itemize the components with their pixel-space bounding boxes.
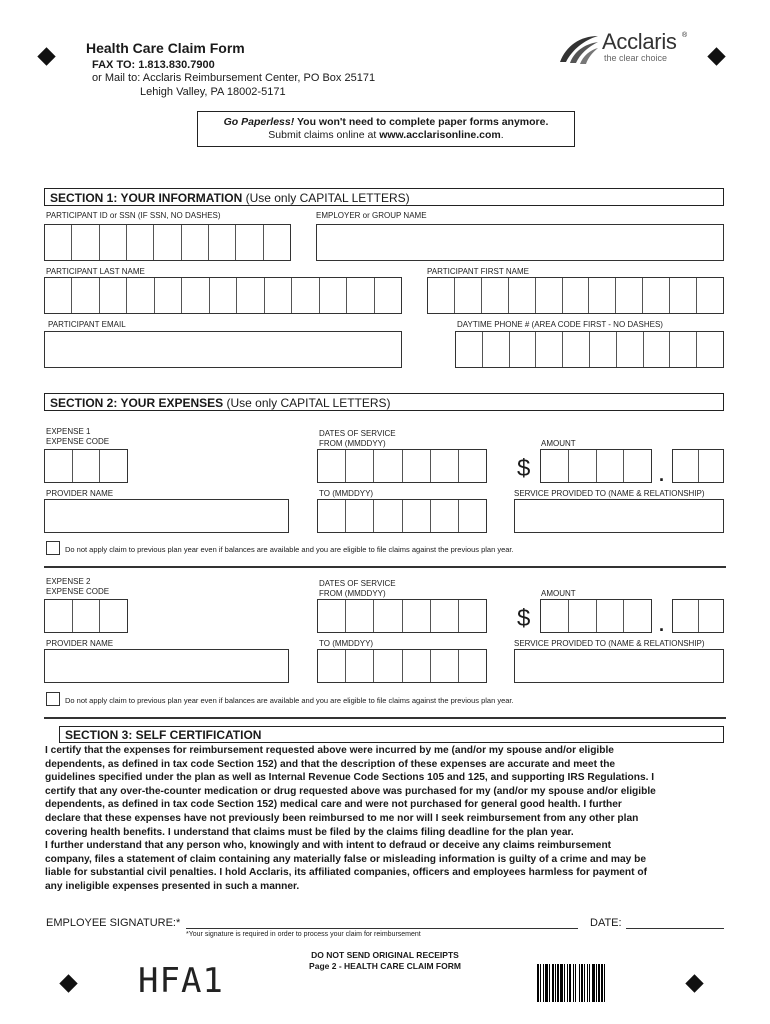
char-box[interactable] bbox=[100, 225, 127, 260]
char-box[interactable] bbox=[403, 650, 431, 682]
footer-line2: Page 2 - HEALTH CARE CLAIM FORM bbox=[309, 961, 461, 971]
expense1-amount-dollars[interactable] bbox=[540, 449, 652, 483]
char-box[interactable] bbox=[347, 278, 374, 313]
paperless-line2: Submit claims online at bbox=[268, 129, 380, 141]
expense2-checkbox-note: Do not apply claim to previous plan year even if balances are available and you are eligible to file claims against the previous plan year. bbox=[65, 696, 514, 705]
first-name-boxes[interactable] bbox=[427, 277, 724, 314]
date-line[interactable] bbox=[626, 928, 724, 929]
char-box[interactable] bbox=[318, 600, 346, 632]
char-box[interactable] bbox=[374, 450, 402, 482]
char-box[interactable] bbox=[155, 278, 182, 313]
cert-line: guidelines specified under the plan as well as Internal Revenue Code Sections 105 and 125, and supporting IRS Regulations. I bbox=[45, 772, 655, 784]
employer-label: EMPLOYER or GROUP NAME bbox=[316, 211, 427, 220]
footer-notice bbox=[280, 950, 490, 972]
char-box[interactable] bbox=[541, 450, 569, 482]
char-box[interactable] bbox=[403, 450, 431, 482]
cert-line: declare that these expenses have not previously been reimbursed to me nor will I seek reimbursement from any other plan bbox=[45, 812, 639, 824]
expense2-decimal: . bbox=[659, 615, 665, 635]
mail-address-line1: or Mail to: Acclaris Reimbursement Center, PO Box 25171 bbox=[92, 72, 376, 84]
char-box[interactable] bbox=[292, 278, 319, 313]
acclaris-logo bbox=[556, 30, 696, 70]
expense1-prior-year-checkbox[interactable] bbox=[46, 541, 60, 555]
char-box[interactable] bbox=[459, 600, 486, 632]
char-box[interactable] bbox=[670, 332, 697, 367]
expense1-service-field[interactable] bbox=[514, 499, 724, 533]
char-box[interactable] bbox=[699, 450, 724, 482]
char-box[interactable] bbox=[597, 600, 625, 632]
char-box[interactable] bbox=[431, 600, 459, 632]
employer-field[interactable] bbox=[316, 224, 724, 261]
section1-title: SECTION 1: YOUR INFORMATION bbox=[50, 191, 243, 205]
signature-note: *Your signature is required in order to process your claim for reimbursement bbox=[186, 931, 421, 938]
char-box[interactable] bbox=[127, 225, 154, 260]
char-box[interactable] bbox=[643, 278, 670, 313]
expense1-from-label: FROM (MMDDYY) bbox=[319, 439, 386, 448]
char-box[interactable] bbox=[624, 450, 651, 482]
expense2-service-label: SERVICE PROVIDED TO (NAME & RELATIONSHIP) bbox=[514, 639, 705, 648]
acclaris-swoosh-icon bbox=[556, 32, 600, 66]
char-box[interactable] bbox=[563, 332, 590, 367]
corner-marker bbox=[59, 974, 77, 992]
char-box[interactable] bbox=[456, 332, 483, 367]
expense2-from-boxes[interactable] bbox=[317, 599, 487, 633]
char-box[interactable] bbox=[154, 225, 181, 260]
char-box[interactable] bbox=[459, 500, 486, 532]
char-box[interactable] bbox=[616, 278, 643, 313]
expense2-service-field[interactable] bbox=[514, 649, 724, 683]
expense1-service-label: SERVICE PROVIDED TO (NAME & RELATIONSHIP) bbox=[514, 489, 705, 498]
form-code: HFA1 bbox=[138, 961, 224, 1001]
char-box[interactable] bbox=[45, 600, 73, 632]
char-box[interactable] bbox=[346, 600, 374, 632]
expense2-provider-label: PROVIDER NAME bbox=[46, 639, 114, 648]
char-box[interactable] bbox=[374, 500, 402, 532]
section3-heading bbox=[59, 726, 724, 743]
char-box[interactable] bbox=[318, 650, 346, 682]
cert-line: certify that any over-the-counter medication or drug requested above was purchased for my (and/or my spouse and/or eligible bbox=[45, 785, 656, 797]
char-box[interactable] bbox=[346, 500, 374, 532]
expense1-code-label: EXPENSE CODE bbox=[46, 437, 110, 446]
char-box[interactable] bbox=[428, 278, 455, 313]
char-box[interactable] bbox=[697, 332, 723, 367]
section1-note: (Use only CAPITAL LETTERS) bbox=[242, 191, 410, 205]
expense1-dates-label: DATES OF SERVICE bbox=[319, 429, 396, 438]
char-box[interactable] bbox=[100, 278, 127, 313]
char-box[interactable] bbox=[697, 278, 723, 313]
char-box[interactable] bbox=[375, 278, 401, 313]
char-box[interactable] bbox=[670, 278, 697, 313]
expense1-from-boxes[interactable] bbox=[317, 449, 487, 483]
expense2-code-boxes[interactable] bbox=[44, 599, 128, 633]
expense2-code-label: EXPENSE CODE bbox=[46, 587, 110, 596]
char-box[interactable] bbox=[318, 500, 346, 532]
expense1-amount-cents[interactable] bbox=[672, 449, 724, 483]
char-box[interactable] bbox=[237, 278, 264, 313]
paperless-link[interactable]: www.acclarisonline.com bbox=[379, 129, 501, 141]
expense1-dollar-sign: $ bbox=[517, 455, 531, 482]
expense1-provider-field[interactable] bbox=[44, 499, 289, 533]
char-box[interactable] bbox=[483, 332, 510, 367]
expense2-prior-year-checkbox[interactable] bbox=[46, 692, 60, 706]
char-box[interactable] bbox=[459, 650, 486, 682]
char-box[interactable] bbox=[346, 650, 374, 682]
corner-marker bbox=[707, 47, 725, 65]
phone-label: DAYTIME PHONE # (AREA CODE FIRST - NO DASHES) bbox=[457, 320, 663, 329]
char-box[interactable] bbox=[482, 278, 509, 313]
char-box[interactable] bbox=[403, 500, 431, 532]
char-box[interactable] bbox=[73, 450, 101, 482]
cert-line: I certify that the expenses for reimbursement requested above were incurred by me (and/or my spouse and/or eligible bbox=[45, 745, 614, 756]
char-box[interactable] bbox=[673, 600, 699, 632]
phone-boxes[interactable] bbox=[455, 331, 724, 368]
char-box[interactable] bbox=[127, 278, 154, 313]
char-box[interactable] bbox=[589, 278, 616, 313]
section-divider bbox=[44, 717, 726, 719]
footer-line1: DO NOT SEND ORIGINAL RECEIPTS bbox=[311, 950, 459, 960]
char-box[interactable] bbox=[45, 450, 73, 482]
char-box[interactable] bbox=[182, 278, 209, 313]
cert-line: dependents, as defined in tax code Section 152) medical care and were not purchased for general good health. I further bbox=[45, 799, 622, 811]
char-box[interactable] bbox=[431, 650, 459, 682]
last-name-label: PARTICIPANT LAST NAME bbox=[46, 267, 145, 276]
participant-id-boxes[interactable] bbox=[44, 224, 291, 261]
char-box[interactable] bbox=[597, 450, 625, 482]
expense2-to-label: TO (MMDDYY) bbox=[319, 639, 374, 648]
email-field[interactable] bbox=[44, 331, 402, 368]
expense1-to-boxes[interactable] bbox=[317, 499, 487, 533]
section2-heading bbox=[44, 393, 724, 411]
cert-line: covering health benefits. I understand that claims must be filed by the claims filing deadline for the plan year. bbox=[45, 826, 574, 838]
paperless-line1: You won't need to complete paper forms anymore. bbox=[294, 116, 549, 128]
char-box[interactable] bbox=[590, 332, 617, 367]
char-box[interactable] bbox=[374, 600, 402, 632]
first-name-label: PARTICIPANT FIRST NAME bbox=[427, 267, 529, 276]
expense1-to-label: TO (MMDDYY) bbox=[319, 489, 374, 498]
corner-marker bbox=[37, 47, 55, 65]
last-name-boxes[interactable] bbox=[44, 277, 402, 314]
char-box[interactable] bbox=[431, 500, 459, 532]
char-box[interactable] bbox=[431, 450, 459, 482]
barcode bbox=[537, 964, 606, 1002]
expense1-checkbox-note: Do not apply claim to previous plan year even if balances are available and you are eligible to file claims against the previous plan year. bbox=[65, 545, 514, 554]
email-label: PARTICIPANT EMAIL bbox=[48, 320, 126, 329]
section2-note: (Use only CAPITAL LETTERS) bbox=[223, 396, 391, 410]
char-box[interactable] bbox=[699, 600, 724, 632]
expense-divider bbox=[44, 566, 726, 568]
char-box[interactable] bbox=[346, 450, 374, 482]
char-box[interactable] bbox=[72, 278, 99, 313]
cert-line: company, files a statement of claim containing any materially false or misleading information is guilty of a crime and may be bbox=[45, 853, 647, 865]
expense1-amount-label: AMOUNT bbox=[541, 439, 576, 448]
char-box[interactable] bbox=[644, 332, 671, 367]
char-box[interactable] bbox=[209, 225, 236, 260]
char-box[interactable] bbox=[541, 600, 569, 632]
char-box[interactable] bbox=[510, 332, 537, 367]
cert-line: liable for substantial civil penalties. I hold Acclaris, its affiliated companies, officers and employees harmless for payment of bbox=[45, 867, 647, 879]
char-box[interactable] bbox=[182, 225, 209, 260]
expense2-amount-label: AMOUNT bbox=[541, 589, 576, 598]
expense1-code-boxes[interactable] bbox=[44, 449, 128, 483]
mail-address-line2: Lehigh Valley, PA 18002-5171 bbox=[140, 86, 286, 98]
char-box[interactable] bbox=[569, 450, 597, 482]
char-box[interactable] bbox=[459, 450, 486, 482]
char-box[interactable] bbox=[72, 225, 99, 260]
expense1-decimal: . bbox=[659, 465, 665, 485]
expense2-provider-field[interactable] bbox=[44, 649, 289, 683]
char-box[interactable] bbox=[617, 332, 644, 367]
expense1-label: EXPENSE 1 bbox=[46, 427, 91, 436]
fax-number: FAX TO: 1.813.830.7900 bbox=[92, 59, 215, 71]
corner-marker bbox=[685, 974, 703, 992]
char-box[interactable] bbox=[45, 278, 72, 313]
expense2-from-label: FROM (MMDDYY) bbox=[319, 589, 386, 598]
form-title: Health Care Claim Form bbox=[86, 40, 245, 56]
char-box[interactable] bbox=[45, 225, 72, 260]
section1-heading bbox=[44, 188, 724, 206]
char-box[interactable] bbox=[264, 225, 290, 260]
char-box[interactable] bbox=[624, 600, 651, 632]
char-box[interactable] bbox=[374, 650, 402, 682]
char-box[interactable] bbox=[536, 278, 563, 313]
expense2-dates-label: DATES OF SERVICE bbox=[319, 579, 396, 588]
char-box[interactable] bbox=[403, 600, 431, 632]
char-box[interactable] bbox=[265, 278, 292, 313]
barcode-bar bbox=[605, 964, 606, 1002]
section3-title: SECTION 3: SELF CERTIFICATION bbox=[65, 728, 262, 742]
char-box[interactable] bbox=[210, 278, 237, 313]
cert-line: dependents, as defined in tax code Section 152) and that the description of these expenses are accurate and meet the bbox=[45, 758, 616, 770]
date-label: DATE: bbox=[590, 917, 622, 929]
expense2-amount-cents[interactable] bbox=[672, 599, 724, 633]
certification-text bbox=[45, 744, 735, 894]
char-box[interactable] bbox=[569, 600, 597, 632]
cert-line: I further understand that any person who, knowingly and with intent to defraud or deceive any claims reimbursement bbox=[45, 840, 612, 852]
section2-title: SECTION 2: YOUR EXPENSES bbox=[50, 396, 224, 410]
paperless-period: . bbox=[500, 129, 504, 141]
char-box[interactable] bbox=[320, 278, 347, 313]
cert-line: any ineligible expenses presented in such a manner. bbox=[45, 880, 300, 892]
expense2-amount-dollars[interactable] bbox=[540, 599, 652, 633]
char-box[interactable] bbox=[100, 600, 127, 632]
char-box[interactable] bbox=[455, 278, 482, 313]
expense1-provider-label: PROVIDER NAME bbox=[46, 489, 114, 498]
logo-tagline: the clear choice bbox=[604, 53, 668, 63]
char-box[interactable] bbox=[536, 332, 563, 367]
char-box[interactable] bbox=[236, 225, 263, 260]
char-box[interactable] bbox=[100, 450, 127, 482]
signature-label: EMPLOYEE SIGNATURE:* bbox=[46, 917, 181, 929]
participant-id-label: PARTICIPANT ID or SSN (IF SSN, NO DASHES) bbox=[46, 211, 221, 220]
expense2-dollar-sign: $ bbox=[517, 605, 531, 632]
logo-registered: ® bbox=[682, 32, 688, 39]
logo-name: Acclaris bbox=[602, 29, 677, 54]
char-box[interactable] bbox=[563, 278, 590, 313]
expense2-to-boxes[interactable] bbox=[317, 649, 487, 683]
char-box[interactable] bbox=[318, 450, 346, 482]
paperless-lead: Go Paperless! bbox=[223, 116, 295, 128]
char-box[interactable] bbox=[673, 450, 699, 482]
char-box[interactable] bbox=[509, 278, 536, 313]
signature-line[interactable] bbox=[186, 928, 578, 929]
char-box[interactable] bbox=[73, 600, 101, 632]
expense2-label: EXPENSE 2 bbox=[46, 577, 91, 586]
paperless-notice bbox=[197, 111, 575, 147]
